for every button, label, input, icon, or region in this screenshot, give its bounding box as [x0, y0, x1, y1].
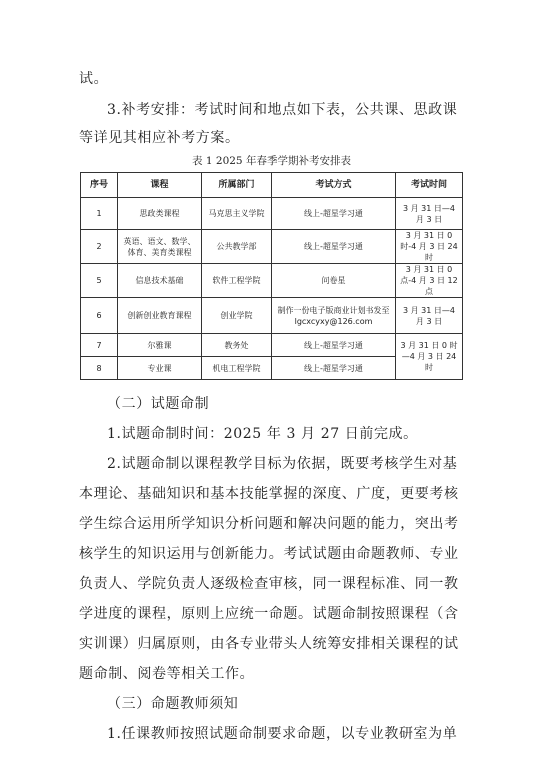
section-heading-3: （三）命题教师须知	[107, 696, 239, 712]
cell-method: 线上-超星学习通	[272, 230, 396, 264]
cell-no: 8	[81, 357, 118, 380]
table-row	[81, 334, 463, 357]
paragraph-2-2-line: 实训课）归属原则，由各专业带头人统筹安排相关课程的试	[79, 636, 459, 652]
makeup-exam-table	[80, 172, 463, 380]
cell-course: 专业课	[118, 357, 202, 380]
paragraph-2-2-line: 核学生的知识运用与创新能力。考试试题由命题教师、专业	[79, 546, 459, 562]
paragraph-2-2-line: 题命制、阅卷等相关工作。	[79, 666, 255, 682]
cell-course: 尔雅课	[118, 334, 202, 357]
header-dept: 所属部门	[202, 173, 272, 198]
cell-no: 6	[81, 298, 118, 334]
paragraph-fragment: 试。	[79, 71, 109, 87]
cell-time: 3 月 31 日—4 月 3 日	[396, 198, 463, 230]
cell-course: 英语、语文、数学、体育、美育类课程	[118, 230, 202, 264]
exam-arrangement-paragraph: 3.补考安排：考试时间和地点如下表，公共课、思政课	[107, 102, 458, 118]
cell-method: 线上-超星学习通	[272, 357, 396, 380]
header-method: 考试方式	[272, 173, 396, 198]
cell-no: 5	[81, 264, 118, 298]
header-course: 课程	[118, 173, 202, 198]
table-row	[81, 264, 463, 298]
table-caption: 表 1 2025 年春季学期补考安排表	[192, 155, 351, 167]
cell-no: 1	[81, 198, 118, 230]
cell-time: 3 月 31 日 0 点-4 月 3 日 12 点	[396, 264, 463, 298]
cell-method: 制作一份电子版商业计划书发至 lgcxcyxy@126.com	[272, 298, 396, 334]
cell-no: 7	[81, 334, 118, 357]
header-no: 序号	[81, 173, 118, 198]
cell-time: 3 月 31 日—4 月 3 日	[396, 298, 463, 334]
cell-time: 3 月 31 日 0 时-4 月 3 日 24 时	[396, 230, 463, 264]
cell-course: 创新创业教育课程	[118, 298, 202, 334]
cell-course: 信息技术基础	[118, 264, 202, 298]
table-row	[81, 298, 463, 334]
paragraph-2-2-line: 负责人、学院负责人逐级检查审核，同一课程标准、同一教	[79, 576, 459, 592]
table-header-row	[81, 173, 463, 198]
cell-method: 问卷星	[272, 264, 396, 298]
paragraph-2-1: 1.试题命制时间：2025 年 3 月 27 日前完成。	[107, 426, 418, 442]
cell-dept: 机电工程学院	[202, 357, 272, 380]
header-time: 考试时间	[396, 173, 463, 198]
cell-dept: 马克思主义学院	[202, 198, 272, 230]
cell-method: 线上-超星学习通	[272, 334, 396, 357]
cell-dept: 软件工程学院	[202, 264, 272, 298]
table-row	[81, 198, 463, 230]
table-row	[81, 230, 463, 264]
cell-course: 思政类课程	[118, 198, 202, 230]
cell-no: 2	[81, 230, 118, 264]
cell-method: 线上-超星学习通	[272, 198, 396, 230]
paragraph-3-1: 1.任课教师按照试题命制要求命题，以专业教研室为单	[107, 726, 458, 742]
paragraph-2-2: 2.试题命制以课程教学目标为依据，既要考核学生对基	[107, 456, 458, 472]
paragraph-2-2-line: 本理论、基础知识和基本技能掌握的深度、广度，更要考核	[79, 486, 459, 502]
cell-dept: 公共教学部	[202, 230, 272, 264]
paragraph-2-2-line: 学进度的课程，原则上应统一命题。试题命制按照课程（含	[79, 606, 459, 622]
exam-arrangement-paragraph-cont: 等详见其相应补考方案。	[79, 130, 240, 146]
cell-dept: 创业学院	[202, 298, 272, 334]
paragraph-2-2-line: 学生综合运用所学知识分析问题和解决问题的能力，突出考	[79, 516, 459, 532]
section-heading-2: （二）试题命制	[107, 396, 210, 412]
cell-time-merged: 3 月 31 日 0 时—4 月 3 日 24 时	[396, 334, 463, 380]
cell-dept: 教务处	[202, 334, 272, 357]
